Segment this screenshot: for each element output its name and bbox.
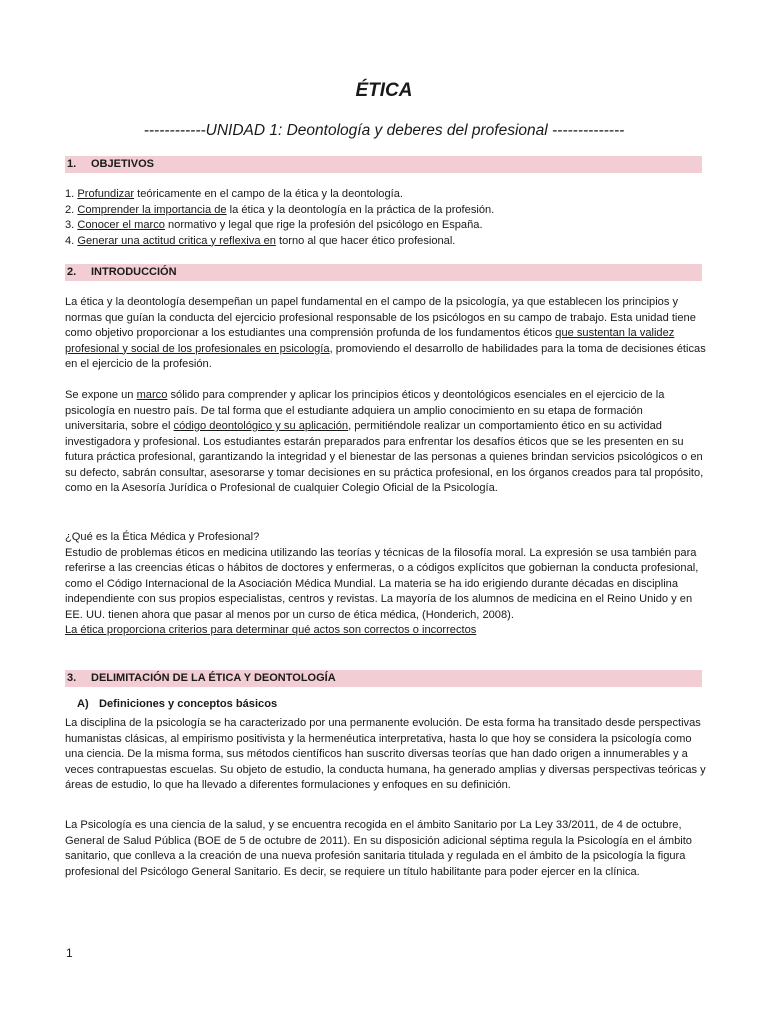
objective-item: 4. Generar una actitud critica y reflexiva en torno al que hacer ético profesional. xyxy=(65,234,456,247)
delimitacion-paragraph-2: La Psicología es una ciencia de la salud, y se encuentra recogida en el ámbito Sanitario por La Ley 33/2011, de 4 de octubre, General de Salud Pública (BOE de 5 de octubre de 2011). En su disposición adicional séptima regula la Psicología en el ámbito sanitario, que conlleva a la creación de una nueva profesión sanitaria titulada y regulada en el ámbito de la psicología la figura profesional del Psicólogo General Sanitario. Es decir, se requiere un título habilitante para poder ejercer en la clínica. xyxy=(65,819,692,878)
section-number: 2. xyxy=(67,266,77,278)
page-number: 1 xyxy=(66,946,73,960)
definition-text: Estudio de problemas éticos en medicina utilizando las teorías y técnicas de la filosofía moral. La expresión se usa también para referirse a las creencias éticas o hábitos de doctores y enfermeras, o a códigos explícitos que gobiernan la conducta profesional, como el Código Internacional de la Asociación Médica Mundial. La materia se ha ido erigiendo durante décadas en disciplina independiente con sus propios especialistas, centros y revistas. La mayoría de los alumnos de medicina en el Reino Unido y en EE. UU. tienen ahora que pasar al menos por un curso de ética médica, (Honderich, 2008). xyxy=(65,546,699,621)
objective-item: 2. Comprender la importancia de la ética y la deontología en la práctica de la profesión. xyxy=(65,203,495,216)
objective-item: 1. Profundizar teóricamente en el campo de la ética y la deontología. xyxy=(65,188,403,200)
section-title: DELIMITACIÓN DE LA ÉTICA Y DEONTOLOGÍA xyxy=(91,672,336,684)
section-title: OBJETIVOS xyxy=(91,158,154,170)
objectives-list xyxy=(65,187,707,249)
document-title: ÉTICA xyxy=(355,80,413,101)
intro-paragraph-1: La ética y la deontología desempeñan un papel fundamental en el campo de la psicología, ya que establecen los principios y normas que guían la conducta del ejercicio profesional responsable de los psicólogos en su campo de trabajo. Esta unidad tiene como objetivo proporcionar a los estudiantes una comprensión profunda de los fundamentos éticos que sustentan la validez profesional y social de los profesionales en psicología, promoviendo el desarrollo de habilidades para la toma de decisiones éticas en el ejercicio de la profesión. xyxy=(65,296,706,370)
section-heading-objetivos xyxy=(65,156,702,173)
unit-subtitle: ------------UNIDAD 1: Deontología y deberes del profesional -------------- xyxy=(143,122,625,139)
underlined-statement: La ética proporciona criterios para determinar qué actos son correctos o incorrectos xyxy=(65,624,477,636)
section-title: INTRODUCCIÓN xyxy=(91,266,177,278)
objective-item: 3. Conocer el marco normativo y legal que rige la profesión del psicólogo en España. xyxy=(65,219,483,231)
intro-paragraph-2: Se expone un marco sólido para comprender y aplicar los principios éticos y deontológicos esenciales en el ejercicio de la psicología en nuestro país. De tal forma que el estudiante adquiera un amplio conocimiento en su etapa de formación universitaria, sobre el código deontológico y su aplicación, permitiéndole realizar un comportamiento ético en su actividad investigadora y profesional. Los estudiantes estarán preparados para enfrentar los desafíos éticos que se les presenten en su futura práctica profesional, garantizando la integridad y el bienestar de las personas a quienes brindan servicios psicológicos o en su defecto, sabrán consultar, asesorarse y tomar decisiones en su práctica profesional, en los órganos creados para tal propósito, como en la Asesoría Jurídica o Profesional de cualquier Colegio Oficial de la Psicología. xyxy=(65,389,704,494)
section-heading-introduccion xyxy=(65,264,702,281)
delimitacion-paragraph-1: La disciplina de la psicología se ha caracterizado por una permanente evolución. De esta forma ha transitado desde perspectivas humanistas clásicas, al empirismo positivista y la hermenéutica interpretativa, hasta lo que hoy se considera la psicología como una ciencia. De la misma forma, sus métodos científicos han suscrito diversas teorías que han dado origen a innumerables y a veces contrapuestas escuelas. Su objeto de estudio, la conducta humana, ha generado amplias y diversas perspectivas teóricas y áreas de estudio, lo que ha llevado a diferentes formulaciones y enfoques en su definición. xyxy=(65,717,706,791)
section-number: 3. xyxy=(67,672,77,684)
intro-paragraph-3 xyxy=(65,530,707,639)
section-heading-delimitacion xyxy=(65,670,702,687)
subsection-heading: A) Definiciones y conceptos básicos xyxy=(77,698,278,710)
section-number: 1. xyxy=(67,158,77,170)
question-line: ¿Qué es la Ética Médica y Profesional? xyxy=(65,531,260,543)
